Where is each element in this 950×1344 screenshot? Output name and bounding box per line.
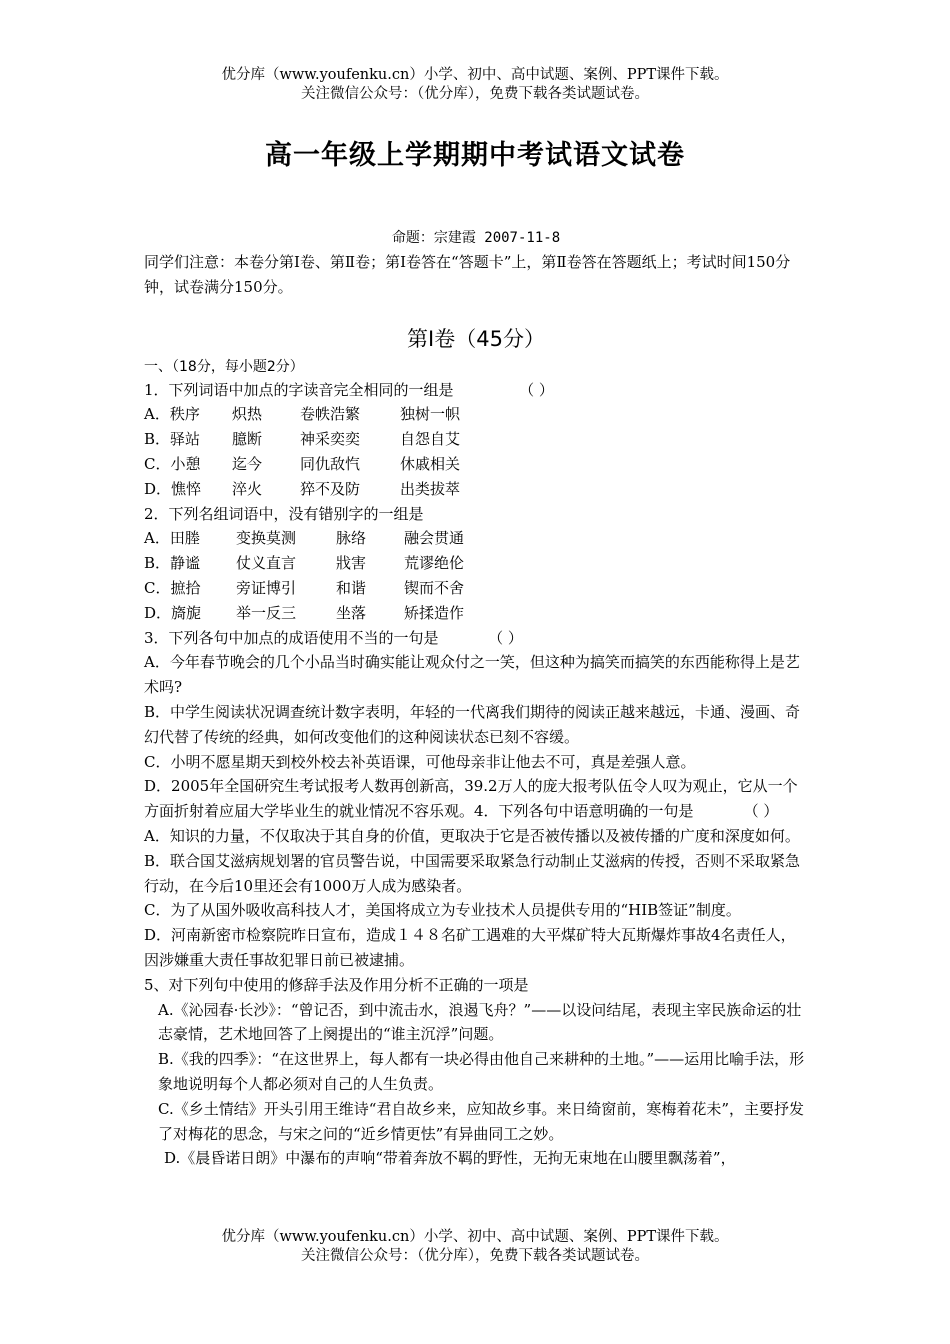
q4-option-d: D．河南新密市检察院昨日宣布，造成１４８名矿工遇难的大平煤矿特大瓦斯爆炸事故4名责任人，因涉嫌重大责任事故犯罪日前已被逮捕。 <box>144 926 796 969</box>
q2-c-2: 旁证博引 <box>236 578 297 597</box>
q1-d-2: 淬火 <box>232 479 263 498</box>
author-line: 命题：宗建霞 2007-11-8 <box>391 230 561 246</box>
q3-option-c: C．小明不愿星期天到校外校去补英语课，可他母亲非让他去不可，真是差强人意。 <box>144 752 696 771</box>
q4-option-b: B．联合国艾滋病规划署的官员警告说，中国需要采取紧急行动制止艾滋病的传授，否则不采取紧急行动，在今后10里还会有1000万人成为感染者。 <box>144 851 801 895</box>
volume-title: 第Ⅰ卷（45分） <box>407 326 545 351</box>
q1-stem-text: 1．下列词语中加点的字读音完全相同的一组是 <box>144 380 454 399</box>
answer-bracket: （ ） <box>743 802 779 821</box>
q5-option-c: C.《乡土情结》开头引用王维诗“君自故乡来，应知故乡事。来日绮窗前，寒梅着花未”，主要抒发了对梅花的思念，与宋之问的“近乡情更怯”有异曲同工之妙。 <box>158 1099 805 1143</box>
q1-c-1: C．小憩 <box>144 454 201 473</box>
q2-a-3: 脉络 <box>336 529 367 548</box>
q1-option-c <box>144 452 808 477</box>
question-2-stem: 2．下列名组词语中，没有错别字的一组是 <box>144 504 424 523</box>
q2-d-1: D．旖旎 <box>144 603 202 622</box>
q2-a-1: A．田塍 <box>144 529 200 548</box>
footer-line-2: 关注微信公众号：（优分库），免费下载各类试题试卷。 <box>301 1248 649 1264</box>
q2-option-c <box>144 576 808 601</box>
page-header <box>0 66 950 104</box>
q2-d-4: 矫揉造作 <box>404 603 465 622</box>
q3-option-d <box>144 774 808 824</box>
q1-c-2: 迄今 <box>232 454 263 473</box>
notice-text: 同学们注意：本卷分第Ⅰ卷、第Ⅱ卷；第Ⅰ卷答在“答题卡”上，第Ⅱ卷答在答题纸上；考试时间150分钟，试卷满分150分。 <box>144 253 791 296</box>
q5-option-b: B.《我的四季》：“在这世界上，每人都有一块必得由他自己来耕种的土地。”——运用比喻手法，形象地说明每个人都必须对自己的人生负责。 <box>158 1050 805 1093</box>
q1-b-3: 神采奕奕 <box>300 430 361 449</box>
footer-line-1: 优分库（www.youfenku.cn）小学、初中、高中试题、案例、PPT课件下载。 <box>221 1229 729 1245</box>
q1-a-3: 卷帙浩繁 <box>300 405 361 424</box>
q2-option-b <box>144 551 808 576</box>
q2-d-2: 举一反三 <box>236 603 297 622</box>
q1-c-4: 休戚相关 <box>400 454 461 473</box>
q1-a-2: 炽热 <box>232 405 263 424</box>
q1-a-1: A．秩序 <box>144 405 200 424</box>
q2-d-3: 坐落 <box>336 603 367 622</box>
question-3-stem <box>144 626 808 651</box>
q1-d-4: 出类拔萃 <box>400 479 461 498</box>
q2-b-3: 戕害 <box>336 554 367 573</box>
q1-b-4: 自怨自艾 <box>400 430 461 449</box>
question-5-stem: 5、对下列句中使用的修辞手法及作用分析不正确的一项是 <box>144 975 529 994</box>
q3-option-b: B．中学生阅读状况调查统计数字表明，年轻的一代离我们期待的阅读正越来越远，卡通、漫画、奇幻代替了传统的经典，如何改变他们的这种阅读状态已刻不容缓。 <box>144 702 801 746</box>
q2-b-1: B．静谧 <box>144 554 201 573</box>
question-1-stem <box>144 378 808 403</box>
q3-stem-text: 3．下列各句中加点的成语使用不当的一句是 <box>144 628 439 647</box>
q2-c-3: 和谐 <box>336 578 367 597</box>
q1-c-3: 同仇敌忾 <box>300 454 361 473</box>
answer-bracket: （ ） <box>488 628 523 647</box>
q4-option-a: A．知识的力量，不仅取决于其自身的价值，更取决于它是否被传播以及被传播的广度和深度如何。 <box>144 826 800 845</box>
q1-option-a <box>144 402 808 427</box>
q2-a-4: 融会贯通 <box>404 529 465 548</box>
q3-d-text: D．2005年全国研究生考试报考人数再创新高，39.2万人的庞大报考队伍令人叹为观止，它从一个方面折射着应届大学毕业生的就业情况不容乐观。 <box>144 777 798 821</box>
header-line-2: 关注微信公众号：（优分库），免费下载各类试题试卷。 <box>301 86 649 102</box>
q5-option-d: D.《晨昏诺日朗》中瀑布的声响“带着奔放不羁的野性，无拘无束地在山腰里飘荡着”， <box>164 1149 736 1168</box>
header-line-1: 优分库（www.youfenku.cn）小学、初中、高中试题、案例、PPT课件下载。 <box>221 67 729 83</box>
q1-d-3: 猝不及防 <box>300 479 361 498</box>
q1-b-2: 臆断 <box>232 430 263 449</box>
page-footer <box>0 1228 950 1266</box>
q2-c-4: 锲而不舍 <box>404 578 465 597</box>
exam-title: 高一年级上学期期中考试语文试卷 <box>265 140 685 171</box>
q1-b-1: B．驿站 <box>144 430 201 449</box>
q5-option-a: A.《沁园春·长沙》：“曾记否，到中流击水，浪遏飞舟？”——以设问结尾，表现主宰民族命运的壮志豪情，艺术地回答了上阕提出的“谁主沉浮”问题。 <box>158 1000 802 1044</box>
q3-option-a: A．今年春节晚会的几个小品当时确实能让观众付之一笑，但这种为搞笑而搞笑的东西能称得上是艺术吗? <box>144 653 800 697</box>
q2-b-4: 荒谬绝伦 <box>404 554 465 573</box>
q4-stem-text: 4．下列各句中语意明确的一句是 <box>474 802 694 821</box>
q1-option-b <box>144 427 808 452</box>
section-heading: 一、（18分，每小题2分） <box>144 358 304 375</box>
q2-a-2: 变换莫测 <box>236 529 297 548</box>
q2-option-d <box>144 601 808 626</box>
q1-option-d <box>144 477 808 502</box>
q1-d-1: D．憔悴 <box>144 479 202 498</box>
answer-bracket: （ ） <box>519 380 554 399</box>
exam-body <box>144 226 808 1171</box>
q4-option-c: C．为了从国外吸收高科技人才，美国将成立为专业技术人员提供专用的“HIB签证”制度。 <box>144 901 741 920</box>
q2-b-2: 仗义直言 <box>236 554 297 573</box>
q2-option-a <box>144 526 808 551</box>
q1-a-4: 独树一帜 <box>400 405 461 424</box>
q2-c-1: C．摭拾 <box>144 578 201 597</box>
